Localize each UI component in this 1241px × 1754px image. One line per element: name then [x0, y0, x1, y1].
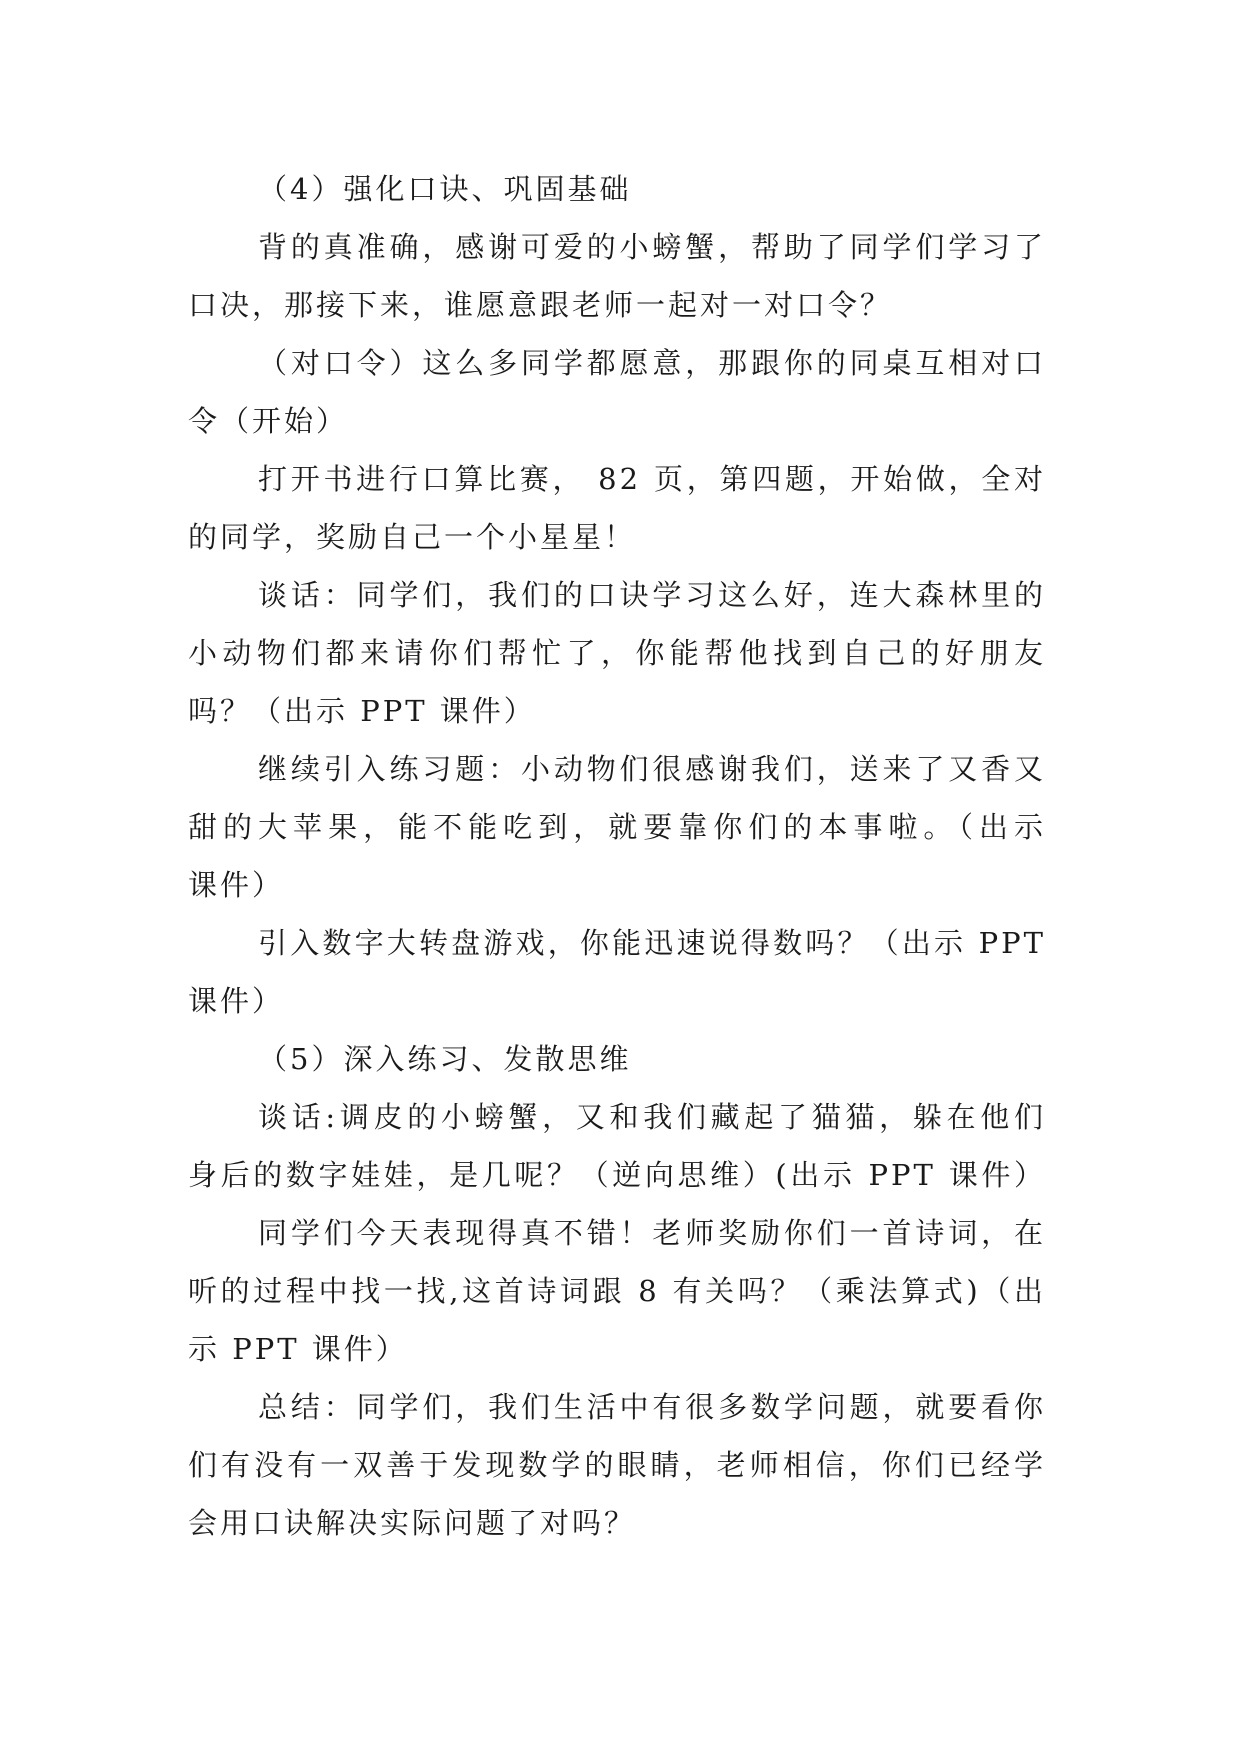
paragraph-line: 继续引入练习题：小动物们很感谢我们，送来了又香又	[258, 752, 1046, 786]
paragraph-line: 听的过程中找一找,这首诗词跟 8 有关吗？（乘法算式)（出	[188, 1274, 1046, 1308]
section-heading-4: （4）强化口诀、巩固基础	[258, 172, 632, 206]
paragraph-line: 甜的大苹果，能不能吃到，就要靠你们的本事啦。（出示	[188, 810, 1046, 844]
paragraph-line: 吗？（出示 PPT 课件）	[188, 694, 536, 728]
paragraph-line: 小动物们都来请你们帮忙了，你能帮他找到自己的好朋友	[188, 636, 1046, 670]
paragraph-line: 们有没有一双善于发现数学的眼睛，老师相信，你们已经学	[188, 1448, 1046, 1482]
paragraph-line: 口决，那接下来，谁愿意跟老师一起对一对口令？	[188, 288, 893, 322]
paragraph-line: 会用口诀解决实际问题了对吗？	[188, 1506, 637, 1540]
paragraph-line: 谈话:调皮的小螃蟹，又和我们藏起了猫猫，躲在他们	[258, 1100, 1046, 1134]
paragraph-line: 课件）	[188, 984, 285, 1018]
paragraph-line: 打开书进行口算比赛， 82 页，第四题，开始做，全对	[258, 462, 1046, 496]
paragraph-line: 令（开始）	[188, 404, 349, 438]
paragraph-line: 谈话：同学们，我们的口诀学习这么好，连大森林里的	[258, 578, 1046, 612]
paragraph-line: 同学们今天表现得真不错！老师奖励你们一首诗词，在	[258, 1216, 1046, 1250]
paragraph-line: 总结：同学们，我们生活中有很多数学问题，就要看你	[258, 1390, 1046, 1424]
section-heading-5: （5）深入练习、发散思维	[258, 1042, 632, 1076]
paragraph-line: 示 PPT 课件）	[188, 1332, 408, 1366]
paragraph-line: （对口令）这么多同学都愿意，那跟你的同桌互相对口	[258, 346, 1046, 380]
paragraph-line: 身后的数字娃娃，是几呢？（逆向思维）(出示 PPT 课件）	[188, 1158, 1046, 1192]
document-body	[188, 160, 1046, 1552]
paragraph-line: 课件）	[188, 868, 285, 902]
paragraph-line: 引入数字大转盘游戏，你能迅速说得数吗？（出示 PPT	[258, 926, 1046, 960]
paragraph-line: 的同学，奖励自己一个小星星！	[188, 520, 637, 554]
paragraph-line: 背的真准确，感谢可爱的小螃蟹，帮助了同学们学习了	[258, 230, 1046, 264]
